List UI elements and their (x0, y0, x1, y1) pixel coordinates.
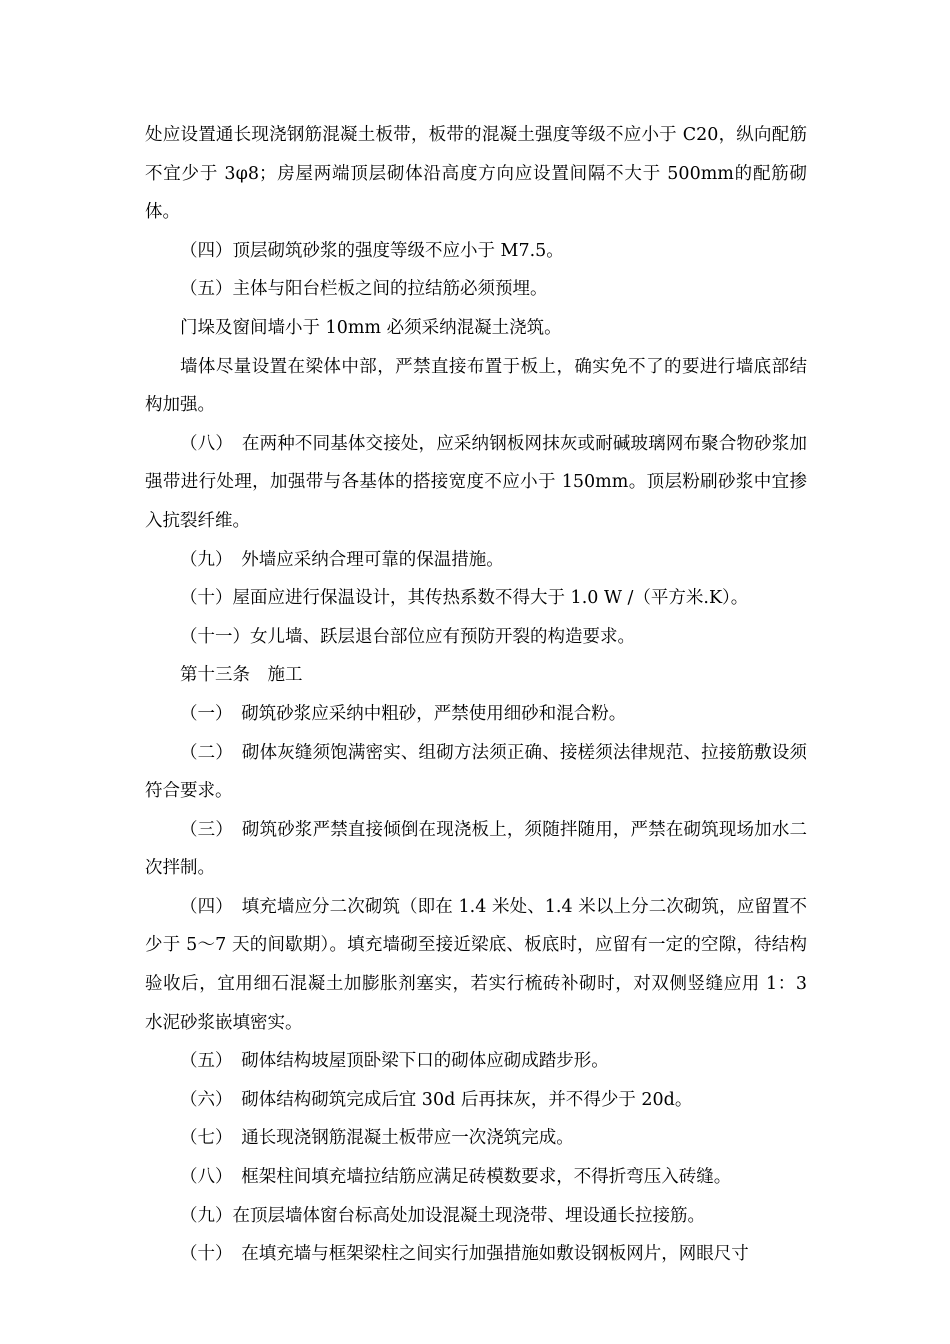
paragraph-7: （九） 外墙应采纳合理可靠的保温措施。 (180, 549, 504, 570)
paragraph-5: 墙体尽量设置在梁体中部，严禁直接布置于板上，确实免不了的要进行墙底部结构加强。 (145, 356, 807, 416)
paragraph-8: （十）屋面应进行保温设计，其传热系数不得大于 1.0 W /（平方米.K）。 (180, 588, 749, 609)
paragraph-20: （十） 在填充墙与框架梁柱之间实行加强措施如敷设钢板网片，网眼尺寸 (180, 1244, 749, 1265)
paragraph-16: （六） 砌体结构砌筑完成后宜 30d 后再抹灰，并不得少于 20d。 (180, 1089, 693, 1110)
paragraph-12: （二） 砌体灰缝须饱满密实、组砌方法须正确、接槎须法律规范、拉接筋敷设须符合要求。 (145, 742, 807, 802)
paragraph-15: （五） 砌体结构坡屋顶卧梁下口的砌体应砌成踏步形。 (180, 1051, 609, 1072)
paragraph-9: （十一）女儿墙、跃层退台部位应有预防开裂的构造要求。 (180, 626, 635, 647)
section-heading: 第十三条 施工 (180, 665, 303, 686)
document-body (145, 116, 813, 1274)
paragraph-1: 处应设置通长现浇钢筋混凝土板带，板带的混凝土强度等级不应小于 C20，纵向配筋不宜少于 3φ8；房屋两端顶层砌体沿高度方向应设置间隔不大于 500mm的配筋砌体。 (145, 125, 807, 223)
paragraph-13: （三） 砌筑砂浆严禁直接倾倒在现浇板上，须随拌随用，严禁在砌筑现场加水二次拌制。 (145, 819, 807, 879)
paragraph-14: （四） 填充墙应分二次砌筑（即在 1.4 米处、1.4 米以上分二次砌筑，应留置不少于 5～7 天的间歇期）。填充墙砌至接近梁底、板底时，应留有一定的空隙，待结构验收后，宜用细石混凝土加膨胀剂塞实，若实行梳砖补砌时，对双侧竖缝应用 1：3 水泥砂浆嵌填密实。 (145, 896, 813, 1033)
paragraph-4: 门垛及窗间墙小于 10mm 必须采纳混凝土浇筑。 (180, 317, 562, 338)
paragraph-18: （八） 框架柱间填充墙拉结筋应满足砖模数要求，不得折弯压入砖缝。 (180, 1167, 732, 1188)
paragraph-2: （四）顶层砌筑砂浆的强度等级不应小于 M7.5。 (180, 240, 564, 261)
paragraph-19: （九）在顶层墙体窗台标高处加设混凝土现浇带、埋设通长拉接筋。 (180, 1205, 705, 1226)
paragraph-17: （七） 通长现浇钢筋混凝土板带应一次浇筑完成。 (180, 1128, 574, 1149)
paragraph-6: （八） 在两种不同基体交接处，应采纳钢板网抹灰或耐碱玻璃网布聚合物砂浆加强带进行处理，加强带与各基体的搭接宽度不应小于 150mm。顶层粉刷砂浆中宜掺入抗裂纤维。 (145, 433, 807, 531)
paragraph-3: （五）主体与阳台栏板之间的拉结筋必须预埋。 (180, 279, 548, 300)
paragraph-11: （一） 砌筑砂浆应采纳中粗砂，严禁使用细砂和混合粉。 (180, 703, 627, 724)
